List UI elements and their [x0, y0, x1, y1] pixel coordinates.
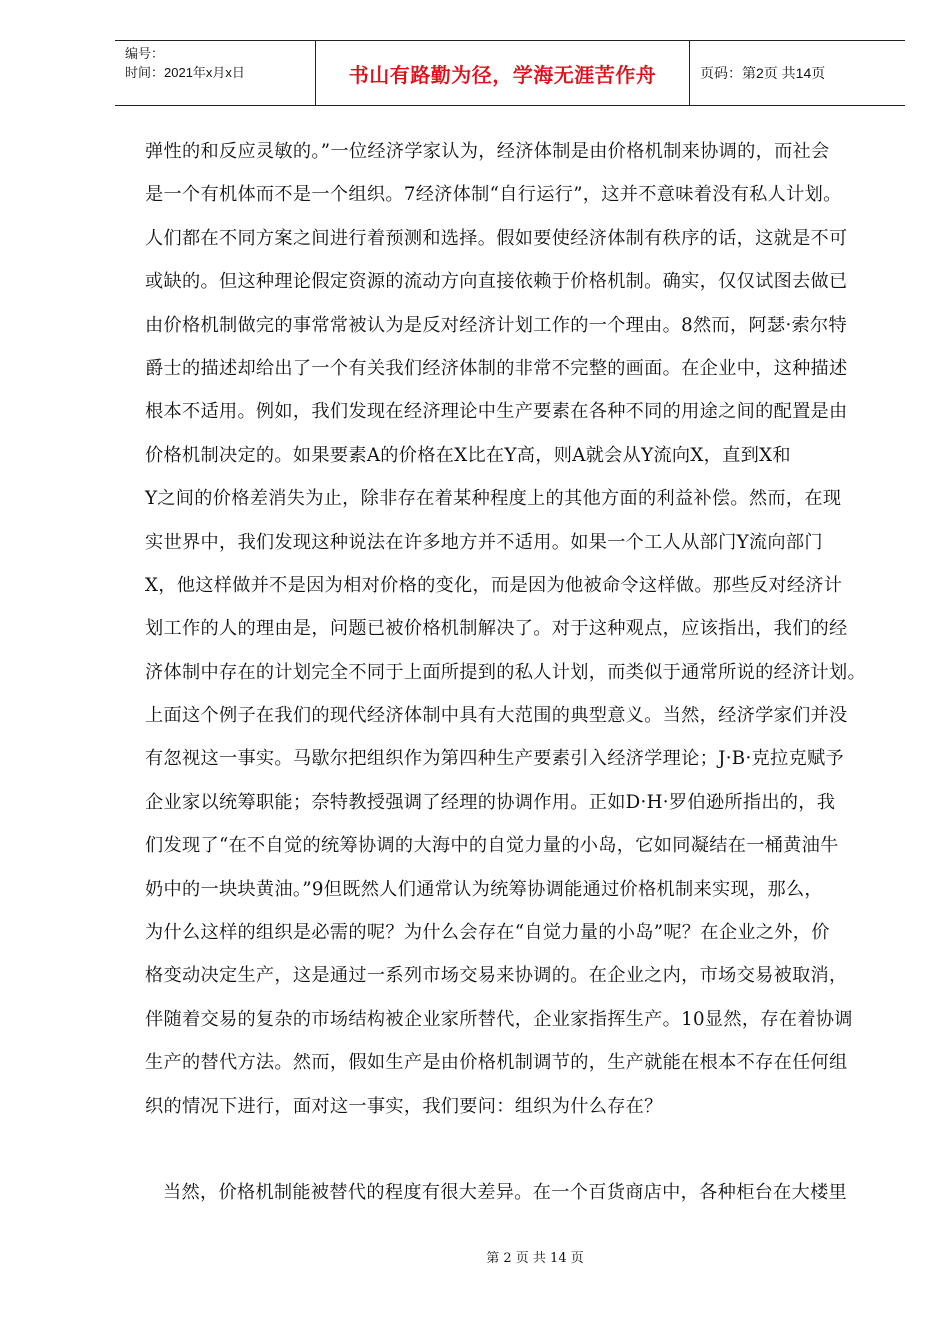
header-number-label: 编号：	[125, 46, 165, 61]
body-line: 由价格机制做完的事常常被认为是反对经济计划工作的一个理由。8然而，阿瑟·索尔特	[145, 314, 847, 336]
body-line: 伴随着交易的复杂的市场结构被企业家所替代，企业家指挥生产。10显然，存在着协调	[145, 1008, 853, 1030]
body-line: 生产的替代方法。然而，假如生产是由价格机制调节的，生产就能在根本不存在任何组	[145, 1052, 848, 1074]
body-line: X，他这样做并不是因为相对价格的变化，而是因为他被命令这样做。那些反对经济计	[145, 574, 843, 596]
body-line: 上面这个例子在我们的现代经济体制中具有大范围的典型意义。当然，经济学家们并没	[145, 705, 848, 727]
paragraph2-first-line: 当然，价格机制能被替代的程度有很大差异。在一个百货商店中，各种柜台在大楼里	[163, 1182, 848, 1204]
document-body	[145, 130, 875, 1215]
body-line: 织的情况下进行，面对这一事实，我们要问：组织为什么存在？	[145, 1095, 663, 1117]
document-header	[115, 40, 905, 106]
header-time-label: 时间：2021年x月x日	[125, 65, 245, 80]
header-motto: 书山有路勤为径，学海无涯苦作舟	[316, 41, 690, 105]
body-line: 奶中的一块块黄油。”9但既然人们通常认为统筹协调能通过价格机制来实现，那么，	[145, 878, 823, 900]
body-line: 为什么这样的组织是必需的呢？为什么会存在“自觉力量的小岛”呢？在企业之外，价	[145, 922, 830, 944]
body-line: 爵士的描述却给出了一个有关我们经济体制的非常不完整的画面。在企业中，这种描述	[145, 357, 848, 379]
body-line: 价格机制决定的。如果要素A的价格在X比在Y高，则A就会从Y流向X，直到X和	[145, 444, 791, 466]
body-line: 们发现了“在不自觉的统筹协调的大海中的自觉力量的小岛，它如同凝结在一桶黄油牛	[145, 835, 839, 857]
body-line: 有忽视这一事实。马歇尔把组织作为第四种生产要素引入经济学理论；J·B·克拉克赋予	[145, 748, 844, 770]
body-line: Y之间的价格差消失为止，除非存在着某种程度上的其他方面的利益补偿。然而，在现	[145, 488, 842, 510]
body-line: 实世界中，我们发现这种说法在许多地方并不适用。如果一个工人从部门Y流向部门	[145, 531, 823, 553]
page-footer: 第 2 页 共 14 页	[486, 1251, 584, 1266]
body-line: 企业家以统筹职能；奈特教授强调了经理的协调作用。正如D·H·罗伯逊所指出的，我	[145, 791, 836, 813]
body-line: 人们都在不同方案之间进行着预测和选择。假如要使经济体制有秩序的话，这就是不可	[145, 227, 848, 249]
body-line: 济体制中存在的计划完全不同于上面所提到的私人计划，而类似于通常所说的经济计划。	[145, 661, 867, 683]
header-page-info: 页码：第2页 共14页	[700, 65, 826, 81]
body-line: 根本不适用。例如，我们发现在经济理论中生产要素在各种不同的用途之间的配置是由	[145, 401, 848, 423]
body-line: 或缺的。但这种理论假定资源的流动方向直接依赖于价格机制。确实，仅仅试图去做已	[145, 271, 848, 293]
paragraph-gap	[145, 1128, 875, 1171]
body-line: 弹性的和反应灵敏的。”一位经济学家认为，经济体制是由价格机制来协调的，而社会	[145, 141, 830, 162]
header-meta-cell	[115, 41, 316, 105]
body-line: 划工作的人的理由是，问题已被价格机制解决了。对于这种观点，应该指出，我们的经	[145, 618, 848, 640]
body-line: 格变动决定生产，这是通过一系列市场交易来协调的。在企业之内，市场交易被取消，	[145, 965, 848, 987]
body-line: 是一个有机体而不是一个组织。7经济体制“自行运行”，这并不意味着没有私人计划。	[145, 184, 842, 206]
